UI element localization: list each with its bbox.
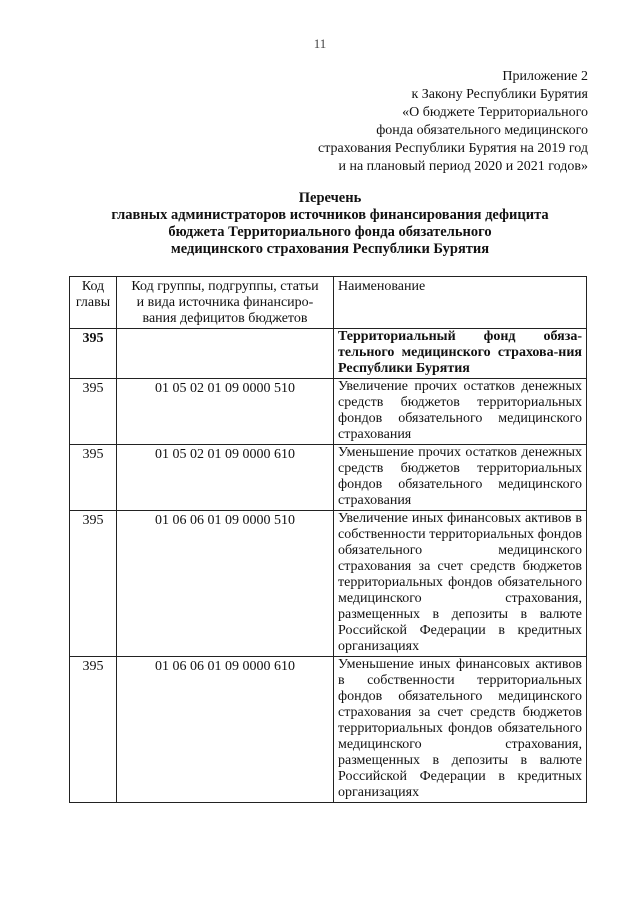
cell-source-code xyxy=(117,329,334,379)
header-source-code xyxy=(117,277,334,329)
appendix-line: фонда обязательного медицинского xyxy=(376,123,588,138)
header-name xyxy=(334,277,587,329)
heading-line: медицинского страхования Республики Бурятия xyxy=(170,241,490,257)
table-row xyxy=(70,657,587,803)
appendix-reference xyxy=(228,68,588,176)
heading-line: главных администраторов источников финансирования дефицита xyxy=(111,207,549,223)
cell-name: Уменьшение прочих остатков денежных средств бюджетов территориальных фондов обязательного медицинского страхования xyxy=(334,445,587,511)
table-row xyxy=(70,379,587,445)
heading-line: Перечень xyxy=(298,190,362,206)
cell-chapter-code: 395 xyxy=(70,329,117,379)
cell-chapter-code: 395 xyxy=(70,379,117,445)
header-text: Код группы, подгруппы, статьи xyxy=(131,279,319,294)
table-header-row xyxy=(70,277,587,329)
administrators-table xyxy=(69,276,587,803)
document-heading xyxy=(60,190,600,258)
cell-name: Территориальный фонд обяза-тельного медицинского страхова-ния Республики Бурятия xyxy=(334,329,587,379)
cell-source-code: 01 06 06 01 09 0000 610 xyxy=(117,657,334,803)
cell-name: Увеличение иных финансовых активов в собственности территориальных фондов обязательного медицинского страхования за счет средств бюджетов территориальных фондов обязательного медицинского страхования, размещенных в депозиты в валюте Российской Федерации в кредитных организациях xyxy=(334,511,587,657)
cell-source-code: 01 06 06 01 09 0000 510 xyxy=(117,511,334,657)
page-number: 11 xyxy=(313,36,327,51)
appendix-line: и на плановый период 2020 и 2021 годов» xyxy=(338,159,588,174)
header-text: Наименование xyxy=(338,279,426,294)
cell-chapter-code: 395 xyxy=(70,445,117,511)
cell-source-code: 01 05 02 01 09 0000 610 xyxy=(117,445,334,511)
cell-chapter-code: 395 xyxy=(70,511,117,657)
cell-name: Увеличение прочих остатков денежных средств бюджетов территориальных фондов обязательного медицинского страхования xyxy=(334,379,587,445)
appendix-line: к Закону Республики Бурятия xyxy=(411,87,588,102)
cell-chapter-code: 395 xyxy=(70,657,117,803)
appendix-line: страхования Республики Бурятия на 2019 год xyxy=(318,141,588,156)
header-text: вания дефицитов бюджетов xyxy=(142,311,308,326)
appendix-line: «О бюджете Территориального xyxy=(402,105,588,120)
header-text: Код xyxy=(81,279,105,294)
table-row xyxy=(70,445,587,511)
table-row xyxy=(70,329,587,379)
header-text: главы xyxy=(75,295,111,310)
cell-name: Уменьшение иных финансовых активов в собственности территориальных фондов обязательного медицинского страхования за счет средств бюджетов территориальных фондов обязательного медицинского страхования, размещенных в депозиты в валюте Российской Федерации в кредитных организациях xyxy=(334,657,587,803)
cell-source-code: 01 05 02 01 09 0000 510 xyxy=(117,379,334,445)
header-chapter-code xyxy=(70,277,117,329)
header-text: и вида источника финансиро- xyxy=(136,295,314,310)
appendix-line: Приложение 2 xyxy=(502,69,588,84)
heading-line: бюджета Территориального фонда обязательного xyxy=(168,224,492,240)
table-row xyxy=(70,511,587,657)
